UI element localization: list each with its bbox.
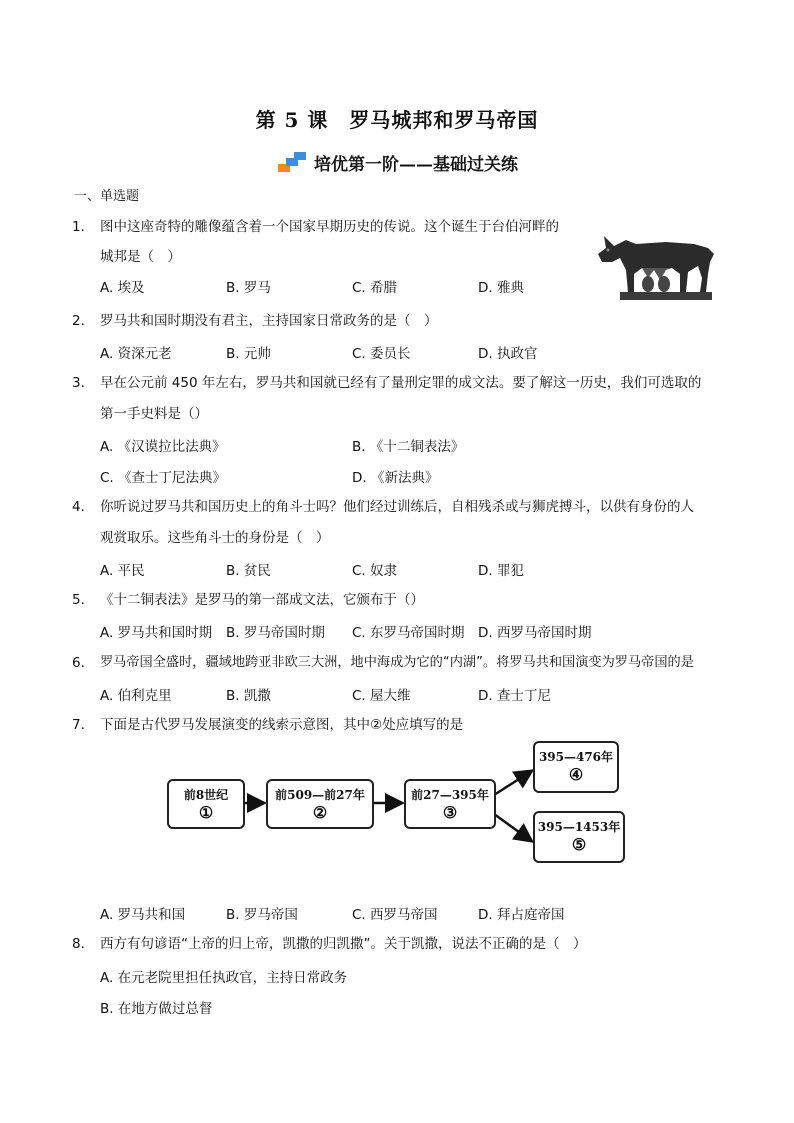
- flow-mark: ①: [198, 803, 214, 822]
- option-d[interactable]: D. 执政官: [478, 346, 538, 362]
- option-d[interactable]: D. 《新法典》: [352, 470, 439, 486]
- option-b[interactable]: B. 罗马帝国: [226, 907, 298, 923]
- question-number: 5.: [72, 592, 85, 608]
- option-a[interactable]: A. 埃及: [100, 280, 145, 296]
- option-c[interactable]: C. 东罗马帝国时期: [352, 625, 465, 641]
- question-text: 第一手史料是（）: [100, 406, 208, 422]
- option-b[interactable]: B. 贫民: [226, 563, 271, 579]
- question-number: 3.: [72, 375, 85, 391]
- flow-mark: ②: [312, 803, 328, 822]
- flow-mark: ⑤: [571, 835, 587, 854]
- question-text: 观赏取乐。这些角斗士的身份是（ ）: [100, 530, 330, 546]
- arrow-3-4: [494, 772, 530, 795]
- option-a[interactable]: A. 罗马共和国: [100, 907, 186, 923]
- flow-period: 395—476年: [538, 750, 614, 764]
- option-c[interactable]: C. 《查士丁尼法典》: [100, 470, 227, 486]
- option-b[interactable]: B. 元帅: [226, 346, 271, 362]
- page-title: 第 5 课 罗马城邦和罗马帝国: [255, 108, 539, 132]
- question-text: 下面是古代罗马发展演变的线索示意图，其中②处应填写的是: [100, 717, 464, 733]
- option-b[interactable]: B. 《十二铜表法》: [352, 439, 465, 455]
- question-number: 7.: [72, 717, 85, 733]
- flow-box-5: [533, 811, 625, 863]
- flow-box-1: [167, 779, 245, 829]
- question-text: 罗马帝国全盛时，疆域地跨亚非欧三大洲，地中海成为它的“内湖”。将罗马共和国演变为罗马帝国的是: [100, 655, 694, 670]
- flow-mark: ③: [442, 803, 458, 822]
- question-number: 2.: [72, 313, 85, 329]
- question-text: 罗马共和国时期没有君主，主持国家日常政务的是（ ）: [100, 313, 438, 329]
- option-c[interactable]: C. 西罗马帝国: [352, 907, 438, 923]
- question-text: 早在公元前 450 年左右，罗马共和国就已经有了量刑定罪的成文法。要了解这一历史，我们可选取的: [100, 375, 702, 391]
- flow-period: 前509—前27年: [275, 788, 365, 802]
- flow-period: 前8世纪: [183, 788, 229, 802]
- flow-box-3: [404, 779, 496, 829]
- option-a[interactable]: A. 在元老院里担任执政官，主持日常政务: [100, 970, 348, 986]
- option-a[interactable]: A. 资深元老: [100, 346, 172, 362]
- option-a[interactable]: A. 罗马共和国时期: [100, 625, 213, 641]
- flow-box-2: [266, 779, 374, 829]
- option-a[interactable]: A. 《汉谟拉比法典》: [100, 439, 226, 455]
- option-b[interactable]: B. 罗马: [226, 280, 271, 296]
- option-d[interactable]: D. 雅典: [478, 280, 524, 296]
- option-b[interactable]: B. 在地方做过总督: [100, 1001, 213, 1017]
- option-c[interactable]: C. 奴隶: [352, 563, 398, 579]
- subtitle: 培优第一阶——基础过关练: [314, 154, 518, 175]
- question-text: 你听说过罗马共和国历史上的角斗士吗？他们经过训练后，自相残杀或与狮虎搏斗，以供有身份的人: [100, 499, 694, 515]
- question-number: 1.: [72, 219, 85, 235]
- option-d[interactable]: D. 罪犯: [478, 563, 524, 579]
- arrow-3-5: [494, 814, 530, 840]
- question-text: 图中这座奇特的雕像蕴含着一个国家早期历史的传说。这个诞生于台伯河畔的: [100, 219, 559, 235]
- question-number: 8.: [72, 936, 85, 952]
- option-b[interactable]: B. 凯撒: [226, 688, 271, 704]
- option-c[interactable]: C. 希腊: [352, 280, 398, 296]
- option-d[interactable]: D. 拜占庭帝国: [478, 907, 565, 923]
- question-text: 城邦是（ ）: [100, 249, 181, 265]
- option-d[interactable]: D. 西罗马帝国时期: [478, 625, 592, 641]
- option-a[interactable]: A. 平民: [100, 563, 145, 579]
- question-number: 4.: [72, 499, 85, 515]
- option-b[interactable]: B. 罗马帝国时期: [226, 625, 325, 641]
- option-a[interactable]: A. 伯利克里: [100, 688, 172, 704]
- flow-mark: ④: [568, 765, 584, 784]
- section-heading: 一、单选题: [74, 189, 140, 204]
- option-c[interactable]: C. 委员长: [352, 346, 411, 362]
- question-text: 《十二铜表法》是罗马的第一部成文法，它颁布于（）: [100, 592, 424, 608]
- option-d[interactable]: D. 查士丁尼: [478, 688, 551, 704]
- flow-box-4: [533, 741, 619, 793]
- question-number: 6.: [72, 655, 85, 671]
- flow-period: 前27—395年: [411, 788, 489, 802]
- option-c[interactable]: C. 屋大维: [352, 688, 411, 704]
- question-text: 西方有句谚语“上帝的归上帝，凯撒的归凯撒”。关于凯撒，说法不正确的是（ ）: [100, 936, 587, 952]
- flow-period: 395—1453年: [537, 820, 621, 834]
